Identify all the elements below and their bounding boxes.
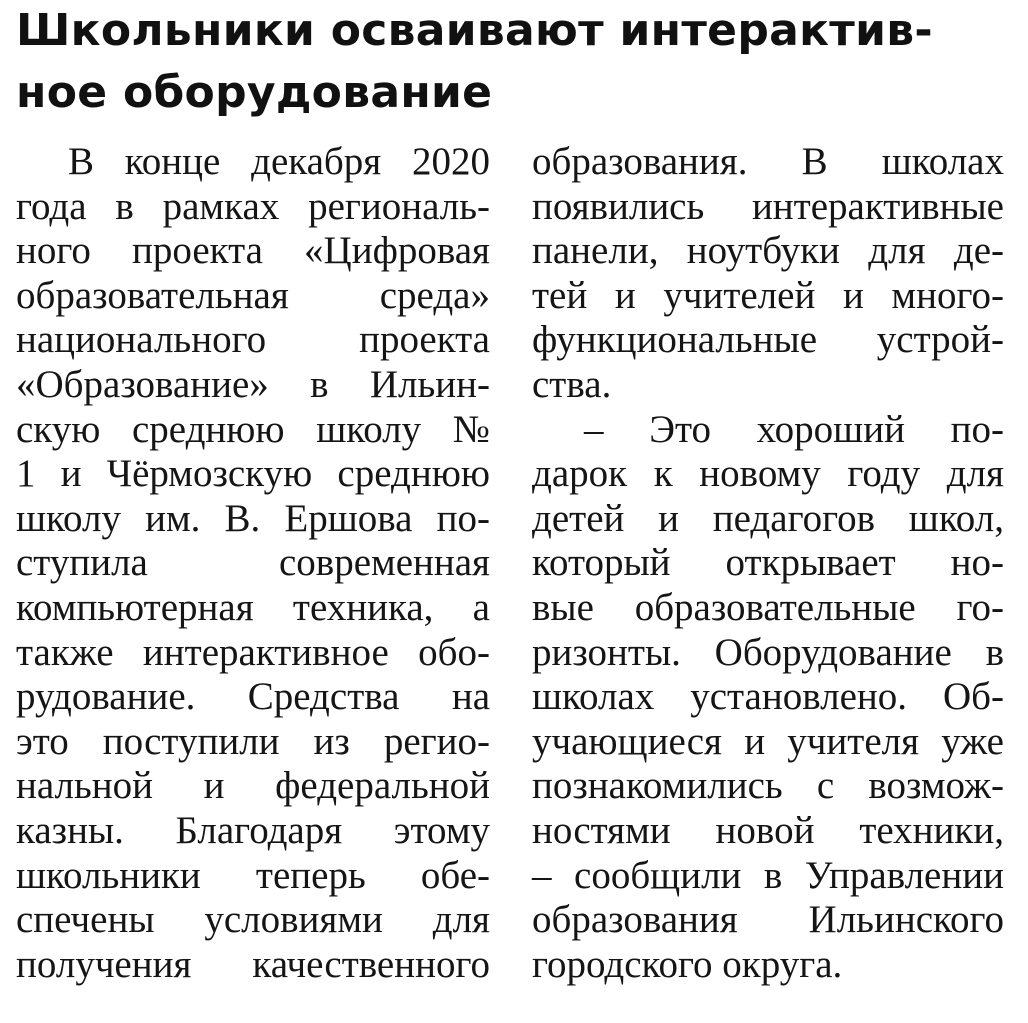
text-line: учающиеся и учителя уже <box>532 719 1004 763</box>
text-line: спечены условиями для <box>16 898 490 942</box>
text-line: «Образование» в Ильин- <box>16 362 490 406</box>
text-line: также интерактивное обо- <box>16 630 490 674</box>
text-line: образования. В школах <box>532 140 1004 183</box>
text-line: скую среднюю школу № <box>16 407 490 451</box>
text-line: ступила современная <box>16 541 490 585</box>
text-line: года в рамках региональ- <box>16 184 490 228</box>
text-line: – сообщили в Управлении <box>532 853 1004 897</box>
text-line: ностями новой техники, <box>532 808 1004 852</box>
text-line: ства. <box>532 362 612 406</box>
text-line: ного проекта «Цифровая <box>16 229 490 273</box>
headline-line: ное оборудование <box>16 67 493 118</box>
text-line: школу им. В. Ершова по- <box>16 496 490 540</box>
article-column-left <box>16 140 490 987</box>
text-line: – Это хороший по- <box>584 407 1004 451</box>
text-line: тей и учителей и много- <box>532 273 1004 317</box>
text-line: это поступили из регио- <box>16 719 490 763</box>
text-line: компьютерная техника, а <box>16 585 490 629</box>
text-line: национального проекта <box>16 318 490 362</box>
text-line: получения качественного <box>16 942 490 986</box>
text-line: образования Ильинского <box>532 898 1004 942</box>
text-line: вые образовательные го- <box>532 585 1004 629</box>
headline-line: Школьники осваивают интерактив- <box>16 5 933 56</box>
text-line: рудование. Средства на <box>16 675 490 719</box>
text-line: появились интерактивные <box>532 184 1004 228</box>
text-line: познакомились с возмож- <box>532 764 1004 808</box>
text-line: функциональные устрой- <box>532 318 1004 362</box>
text-line: нальной и федеральной <box>16 764 490 808</box>
text-line: школах установлено. Об- <box>532 675 1004 719</box>
text-line: панели, ноутбуки для де- <box>532 229 1004 273</box>
text-line: дарок к новому году для <box>532 452 1004 496</box>
article-headline <box>16 0 1016 124</box>
text-line: городского округа. <box>532 942 843 986</box>
text-line: 1 и Чёрмозскую среднюю <box>16 452 490 496</box>
text-line: образовательная среда» <box>16 273 490 317</box>
text-line: ризонты. Оборудование в <box>532 630 1004 674</box>
text-line: который открывает но- <box>532 541 1004 585</box>
text-line: В конце декабря 2020 <box>68 140 490 183</box>
text-line: детей и педагогов школ, <box>532 496 1004 540</box>
text-line: казны. Благодаря этому <box>16 808 490 852</box>
article-column-right <box>532 140 1004 987</box>
text-line: школьники теперь обе- <box>16 853 490 897</box>
